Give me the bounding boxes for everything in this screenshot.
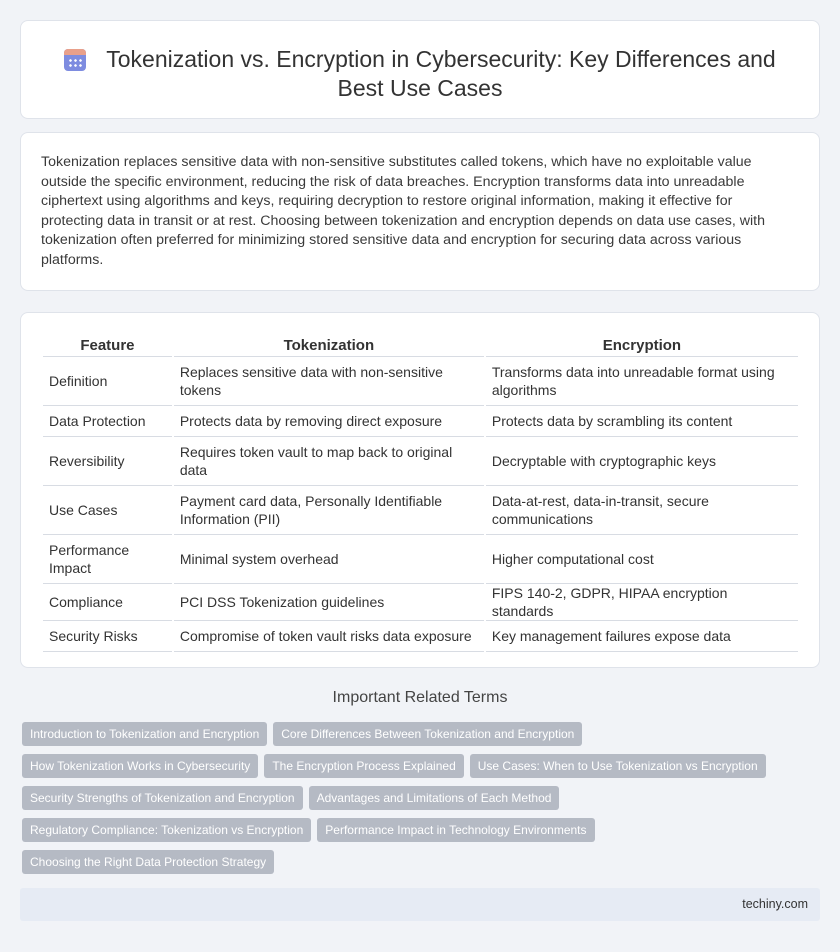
related-term-tag[interactable]: Choosing the Right Data Protection Strategy <box>22 850 274 874</box>
table-row <box>43 406 798 437</box>
related-term-tag[interactable]: Core Differences Between Tokenization and Encryption <box>273 722 582 746</box>
related-term-tag[interactable]: Regulatory Compliance: Tokenization vs Encryption <box>22 818 311 842</box>
feature-cell: Reversibility <box>43 437 172 486</box>
table-row <box>43 437 798 486</box>
table-row <box>43 535 798 584</box>
table-row <box>43 357 798 406</box>
table-header-row <box>43 335 798 357</box>
intro-card <box>20 132 820 291</box>
feature-cell: Compliance <box>43 584 172 621</box>
related-term-tag[interactable]: Advantages and Limitations of Each Method <box>309 786 560 810</box>
tokenization-cell: Payment card data, Personally Identifiable Information (PII) <box>174 486 484 535</box>
header-tokenization: Tokenization <box>174 335 484 357</box>
table-row <box>43 486 798 535</box>
related-term-tag[interactable]: Security Strengths of Tokenization and Encryption <box>22 786 303 810</box>
feature-cell: Performance Impact <box>43 535 172 584</box>
related-term-tag[interactable]: Introduction to Tokenization and Encryption <box>22 722 267 746</box>
tokenization-cell: Minimal system overhead <box>174 535 484 584</box>
related-term-tag[interactable]: Performance Impact in Technology Environments <box>317 818 594 842</box>
table-row <box>43 584 798 621</box>
related-term-tag[interactable]: How Tokenization Works in Cybersecurity <box>22 754 258 778</box>
header-feature: Feature <box>43 335 172 357</box>
encryption-cell: Higher computational cost <box>486 535 798 584</box>
page-title <box>61 45 779 103</box>
encryption-cell: Transforms data into unreadable format using algorithms <box>486 357 798 406</box>
feature-cell: Security Risks <box>43 621 172 652</box>
related-term-tag[interactable]: Use Cases: When to Use Tokenization vs Encryption <box>470 754 766 778</box>
comparison-table <box>41 335 800 652</box>
feature-cell: Use Cases <box>43 486 172 535</box>
encryption-cell: Decryptable with cryptographic keys <box>486 437 798 486</box>
page-title-text: Tokenization vs. Encryption in Cybersecurity: Key Differences and Best Use Cases <box>106 46 776 101</box>
related-terms-list <box>22 722 812 882</box>
encryption-cell: Protects data by scrambling its content <box>486 406 798 437</box>
header-encryption: Encryption <box>486 335 798 357</box>
encryption-cell: Data-at-rest, data-in-transit, secure communications <box>486 486 798 535</box>
related-terms-title: Important Related Terms <box>332 689 508 706</box>
footer-brand-link[interactable]: techiny.com <box>742 897 808 911</box>
tokenization-cell: Replaces sensitive data with non-sensitive tokens <box>174 357 484 406</box>
encryption-cell: FIPS 140-2, GDPR, HIPAA encryption standards <box>486 584 798 621</box>
calendar-icon <box>64 49 86 71</box>
intro-paragraph: Tokenization replaces sensitive data with non-sensitive substitutes called tokens, which have no exploitable value outside the specific environment, reducing the risk of data breaches. Encryption transforms data into unreadable ciphertext using algorithms and keys, requiring decryption to restore original information, making it effective for protecting data in transit or at rest. Choosing between tokenization and encryption depends on data use cases, with tokenization often preferred for minimizing stored sensitive data and encryption for securing data across various platforms. <box>41 154 766 268</box>
table-row <box>43 621 798 652</box>
tokenization-cell: Protects data by removing direct exposure <box>174 406 484 437</box>
footer <box>20 888 820 921</box>
tokenization-cell: Compromise of token vault risks data exposure <box>174 621 484 652</box>
feature-cell: Data Protection <box>43 406 172 437</box>
header-card <box>20 20 820 119</box>
comparison-table-card <box>20 312 820 668</box>
feature-cell: Definition <box>43 357 172 406</box>
tokenization-cell: PCI DSS Tokenization guidelines <box>174 584 484 621</box>
encryption-cell: Key management failures expose data <box>486 621 798 652</box>
tokenization-cell: Requires token vault to map back to original data <box>174 437 484 486</box>
related-term-tag[interactable]: The Encryption Process Explained <box>264 754 463 778</box>
